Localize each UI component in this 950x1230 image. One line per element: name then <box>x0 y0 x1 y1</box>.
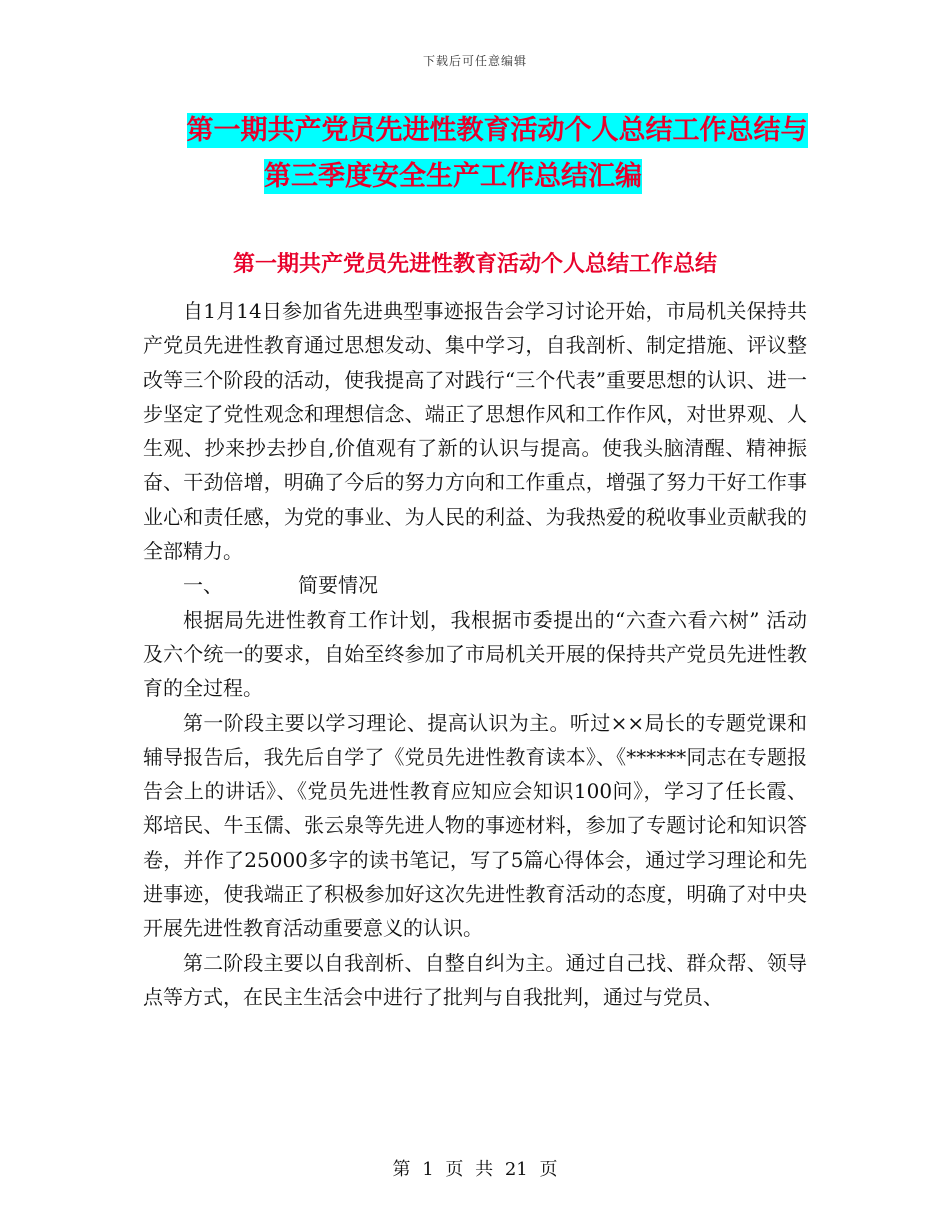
paragraph-3: 第一阶段主要以学习理论、提高认识为主。听过××局长的专题党课和辅导报告后，我先后自学了《党员先进性教育读本》、《******同志在专题报告会上的讲话》、《党员先进性教育应知应会知识100问》，学习了任长霞、郑培民、牛玉儒、张云泉等先进人物的事迹材料，参加了专题讨论和知识答卷，并作了25000多字的读书笔记，写了5篇心得体会，通过学习理论和先进事迹，使我端正了积极参加好这次先进性教育活动的态度，明确了对中央开展先进性教育活动重要意义的认识。 <box>143 710 807 941</box>
section-title: 第一期共产党员先进性教育活动个人总结工作总结 <box>232 251 717 277</box>
title-line-2 <box>0 154 950 200</box>
title-line-2-text: 第三季度安全生产工作总结汇编 <box>264 161 642 192</box>
paragraph-2: 根据局先进性教育工作计划，我根据市委提出的“六查六看六树” 活动及六个统一的要求，自始至终参加了市局机关开展的保持共产党员先进性教育的全过程。 <box>143 607 807 701</box>
title-line-1 <box>0 108 950 154</box>
page-footer-number: 第 1 页 共 21 页 <box>392 1159 558 1180</box>
section-heading-1 <box>143 568 807 602</box>
section-heading-text: 简要情况 <box>298 573 378 598</box>
paragraph-1: 自1月14日参加省先进典型事迹报告会学习讨论开始，市局机关保持共产党员先进性教育通过思想发动、集中学习，自我剖析、制定措施、评议整改等三个阶段的活动，使我提高了对践行“三个代表”重要思想的认识、进一步坚定了党性观念和理想信念、端正了思想作风和工作作风，对世界观、人生观、抄来抄去抄自,价值观有了新的认识与提高。使我头脑清醒、精神振奋、干劲倍增，明确了今后的努力方向和工作重点，增强了努力干好工作事业心和责任感，为党的事业、为人民的利益、为我热爱的税收事业贡献我的全部精力。 <box>143 299 807 564</box>
section-heading-number: 一、 <box>183 573 223 598</box>
document-title <box>0 108 950 200</box>
document-body <box>143 294 807 1014</box>
title-line-1-text: 第一期共产党员先进性教育活动个人总结工作总结与 <box>186 115 808 146</box>
paragraph-4: 第二阶段主要以自我剖析、自整自纠为主。通过自己找、群众帮、领导点等方式，在民主生活会中进行了批判与自我批判，通过与党员、 <box>143 950 807 1009</box>
page-header-note: 下载后可任意编辑 <box>422 54 527 68</box>
